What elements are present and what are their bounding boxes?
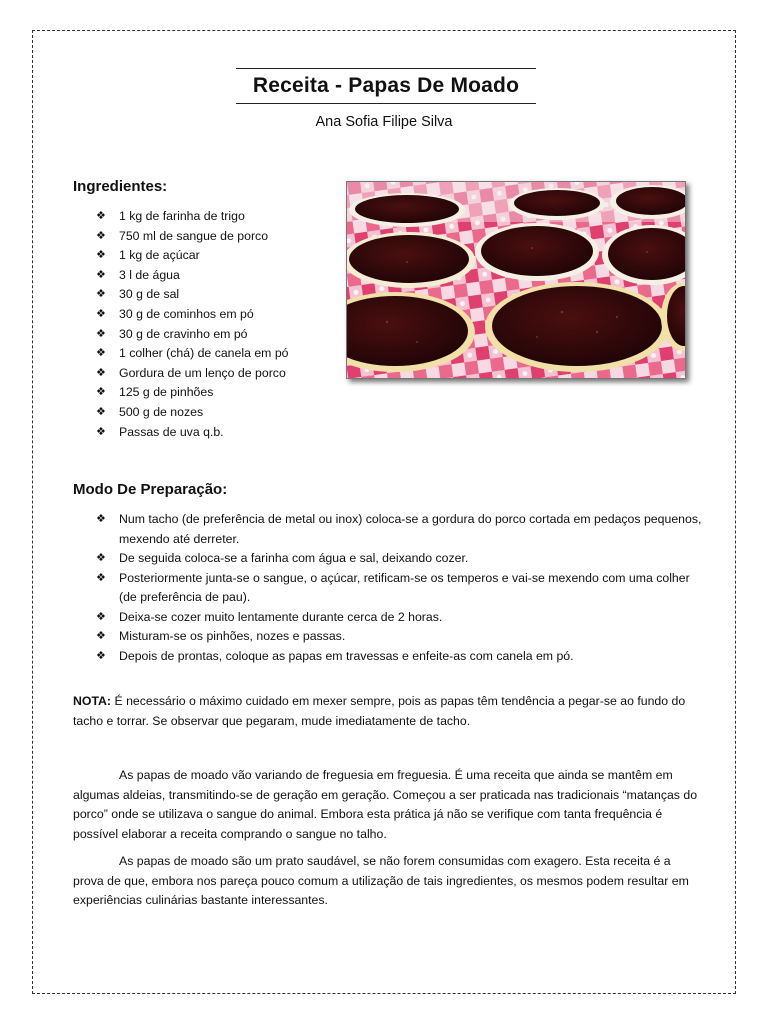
bullet-icon: ❖ — [96, 649, 106, 662]
bullet-icon: ❖ — [96, 327, 106, 340]
bullet-icon: ❖ — [96, 288, 106, 301]
papas-plates-image — [347, 182, 685, 378]
bullet-icon: ❖ — [96, 268, 106, 281]
preparation-steps — [96, 510, 706, 666]
bullet-icon: ❖ — [96, 405, 106, 418]
note-text: É necessário o máximo cuidado em mexer sempre, pois as papas têm tendência a pegar-se ao fundo do tacho e torrar. Se observar que pegaram, mude imediatamente de tacho. — [73, 694, 686, 728]
recipe-title: Receita - Papas De Moado — [252, 74, 520, 97]
list-item: ❖ Passas de uva q.b. — [96, 423, 289, 443]
list-item: ❖ 125 g de pinhões — [96, 383, 289, 403]
bullet-icon: ❖ — [96, 307, 106, 320]
note-label: NOTA: — [73, 694, 112, 708]
list-item: ❖ 30 g de cominhos em pó — [96, 305, 289, 325]
bullet-icon: ❖ — [96, 571, 106, 584]
bullet-icon: ❖ — [96, 425, 106, 438]
list-item: ❖ Gordura de um lenço de porco — [96, 364, 289, 384]
bullet-icon: ❖ — [96, 210, 106, 222]
list-item: ❖ 1 kg de açúcar — [96, 246, 289, 266]
note-paragraph — [73, 692, 703, 731]
recipe-photo — [346, 181, 686, 379]
list-item: ❖ Deixa-se cozer muito lentamente durante cerca de 2 horas. — [96, 608, 706, 628]
list-item: ❖ 3 l de água — [96, 266, 289, 286]
bullet-icon: ❖ — [96, 513, 106, 525]
list-item: ❖ 1 colher (chá) de canela em pó — [96, 344, 289, 364]
bullet-icon: ❖ — [96, 610, 106, 623]
list-item: ❖ 30 g de sal — [96, 285, 289, 305]
ingredients-heading: Ingredientes: — [73, 178, 168, 195]
title-box — [236, 68, 536, 104]
list-item: ❖ Misturam-se os pinhões, nozes e passas. — [96, 627, 706, 647]
ingredients-list — [96, 207, 289, 442]
bullet-icon: ❖ — [96, 366, 106, 379]
conclusion-paragraph: As papas de moado são um prato saudável, se não forem consumidas com exagero. Esta receita é a prova de que, embora nos pareça pouco comum a utilização de tais ingredientes, os mesmos podem resultar em experiências culinárias bastante interessantes. — [73, 854, 689, 907]
bullet-icon: ❖ — [96, 552, 106, 564]
list-item: ❖ 30 g de cravinho em pó — [96, 325, 289, 345]
bullet-icon: ❖ — [96, 347, 106, 360]
list-item: ❖ 750 ml de sangue de porco — [96, 227, 289, 247]
bullet-icon: ❖ — [96, 630, 106, 642]
history-paragraph: As papas de moado vão variando de freguesia em freguesia. É uma receita que ainda se mantêm em algumas aldeias, transmitindo-se de geração em geração. Começou a ser praticada nas tradicionais “matanças do porco” onde se utilizava o sangue do animal. Embora esta prática já não se verifique com tanta frequência é possível elaborar a receita comprando o sangue no talho. — [73, 768, 698, 841]
bullet-icon: ❖ — [96, 229, 106, 242]
list-item: ❖ Num tacho (de preferência de metal ou inox) coloca-se a gordura do porco cortada em pedaços pequenos, mexendo até derreter. — [96, 510, 706, 549]
bullet-icon: ❖ — [96, 249, 106, 262]
author-name: Ana Sofia Filipe Silva — [315, 114, 453, 130]
list-item: ❖ Depois de prontas, coloque as papas em travessas e enfeite-as com canela em pó. — [96, 647, 706, 667]
list-item: ❖ De seguida coloca-se a farinha com água e sal, deixando cozer. — [96, 549, 706, 569]
list-item: ❖ 1 kg de farinha de trigo — [96, 207, 289, 227]
list-item: ❖ 500 g de nozes — [96, 403, 289, 423]
bullet-icon: ❖ — [96, 386, 106, 399]
preparation-heading: Modo De Preparação: — [73, 481, 228, 498]
list-item: ❖ Posteriormente junta-se o sangue, o açúcar, retificam-se os temperos e vai-se mexendo com uma colher (de preferência de pau). — [96, 569, 706, 608]
